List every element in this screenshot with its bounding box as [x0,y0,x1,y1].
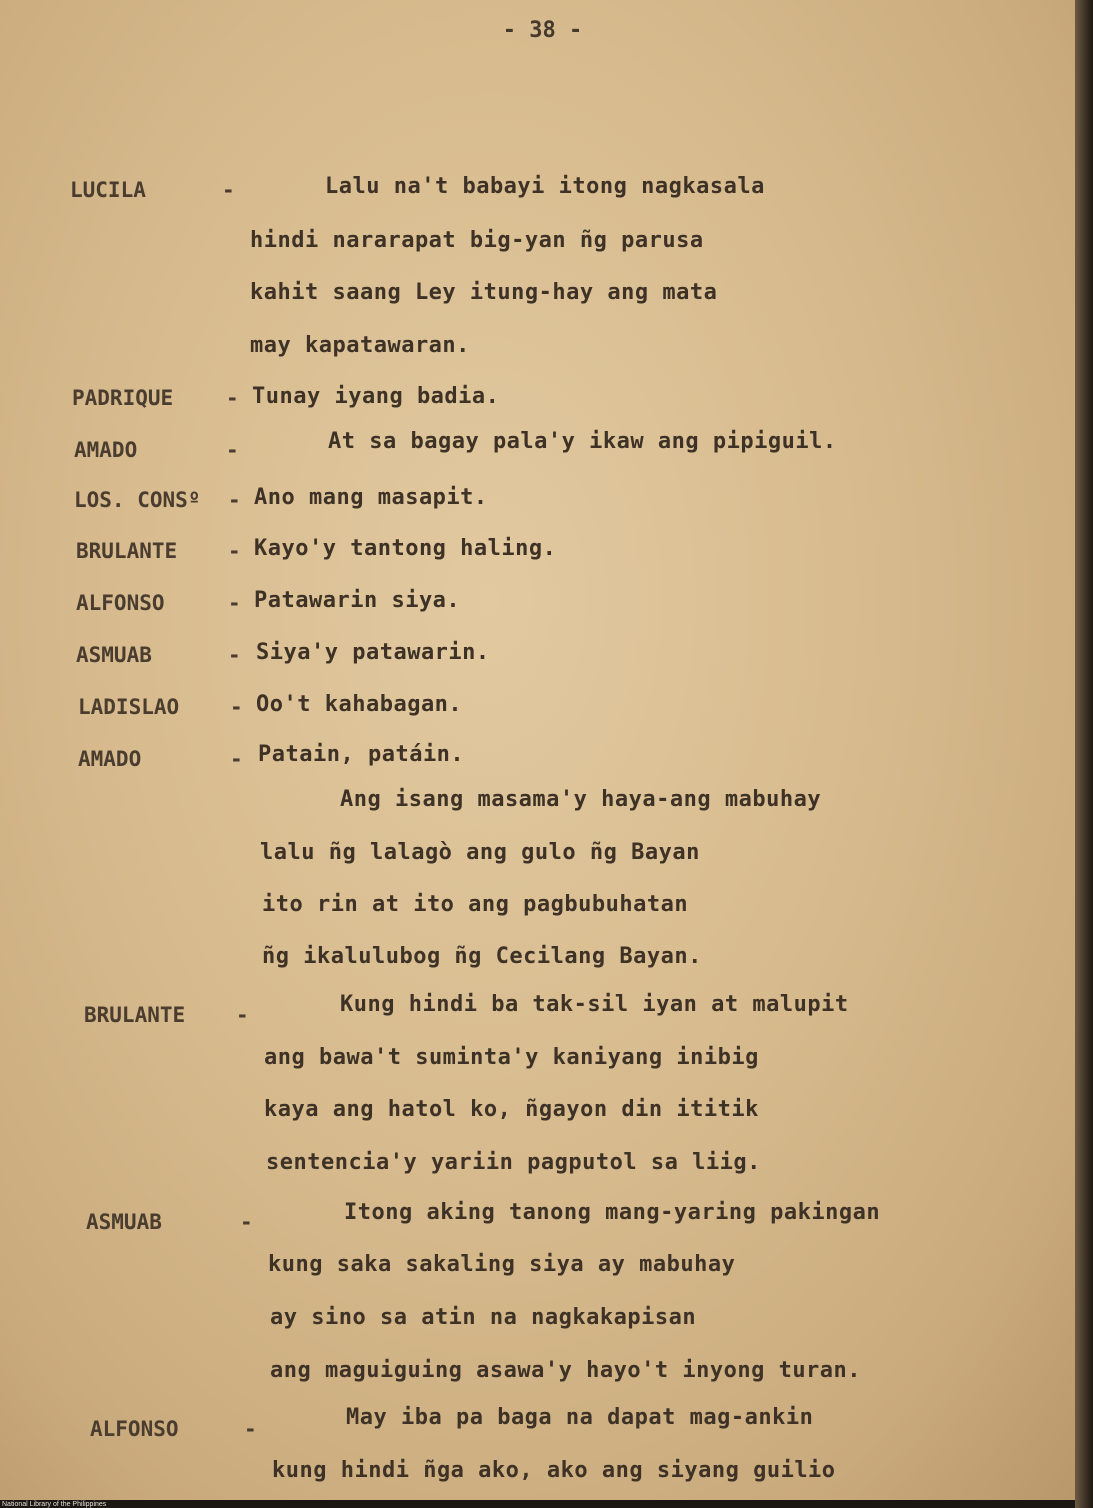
dialogue-line: Kayo'y tantong haling. [254,536,557,561]
dialogue-line: Oo't kahabagan. [256,692,463,717]
dialogue-line: lalu ñg lalagò ang gulo ñg Bayan [260,840,700,865]
speaker-asmuab: ASMUAB [86,1210,162,1234]
dialogue-line: At sa bagay pala'y ikaw ang pipiguil. [328,429,837,454]
speaker-ladislao: LADISLAO [78,695,180,719]
dialogue-line: ito rin at ito ang pagbubuhatan [262,892,689,917]
dialogue-line: ay sino sa atin na nagkakapisan [270,1305,697,1330]
dialogue-line: kung saka sakaling siya ay mabuhay [268,1252,736,1277]
speaker-dash: - [228,488,241,512]
scan-edge-shadow [1075,0,1093,1508]
dialogue-line: sentencia'y yariin pagputol sa liig. [266,1150,761,1175]
dialogue-line: ang bawa't suminta'y kaniyang inibig [264,1045,759,1070]
speaker-dash: - [228,643,241,667]
dialogue-line: kahit saang Ley itung-hay ang mata [250,280,718,305]
dialogue-line: ang maguiguing asawa'y hayo't inyong turan. [270,1358,862,1383]
speaker-dash: - [236,1003,249,1027]
speaker-dash: - [226,386,239,410]
speaker-dash: - [228,539,241,563]
dialogue-line: kaya ang hatol ko, ñgayon din ititik [264,1097,759,1122]
speaker-lucila: LUCILA [70,178,146,202]
dialogue-line: ñg ikalulubog ñg Cecilang Bayan. [262,944,702,969]
footer-credit: National Library of the Philippines [2,1501,107,1508]
dialogue-line: Itong aking tanong mang-yaring pakingan [344,1200,881,1225]
dialogue-line: Siya'y patawarin. [256,640,490,665]
speaker-alfonso: ALFONSO [90,1417,179,1441]
speaker-brulante: BRULANTE [84,1003,186,1027]
speaker-dash: - [222,178,235,202]
speaker-amado: AMADO [74,438,138,462]
speaker-dash: - [240,1210,253,1234]
dialogue-line: Lalu na't babayi itong nagkasala [325,174,765,199]
dialogue-line: hindi nararapat big-yan ñg parusa [250,228,704,253]
dialogue-line: Ano mang masapit. [254,485,488,510]
speaker-dash: - [230,747,243,771]
dialogue-line: Ang isang masama'y haya-ang mabuhay [340,787,822,812]
dialogue-line: Tunay iyang badia. [252,384,500,409]
dialogue-line: Patain, patáin. [258,742,465,767]
dialogue-line: may kapatawaran. [250,333,470,358]
speaker-asmuab: ASMUAB [76,643,152,667]
speaker-alfonso: ALFONSO [76,591,165,615]
dialogue-line: May iba pa baga na dapat mag-ankin [346,1405,814,1430]
dialogue-line: Kung hindi ba tak-sil iyan at malupit [340,992,849,1017]
speaker-los-cons: LOS. CONSº [74,488,201,512]
speaker-dash: - [244,1417,257,1441]
speaker-dash: - [230,695,243,719]
speaker-dash: - [228,591,241,615]
page-number: - 38 - [502,18,583,43]
dialogue-line: Patawarin siya. [254,588,461,613]
speaker-amado: AMADO [78,747,142,771]
speaker-brulante: BRULANTE [76,539,178,563]
dialogue-line: kung hindi ñga ako, ako ang siyang guilio [272,1458,836,1483]
speaker-dash: - [226,438,239,462]
speaker-padrique: PADRIQUE [72,386,174,410]
